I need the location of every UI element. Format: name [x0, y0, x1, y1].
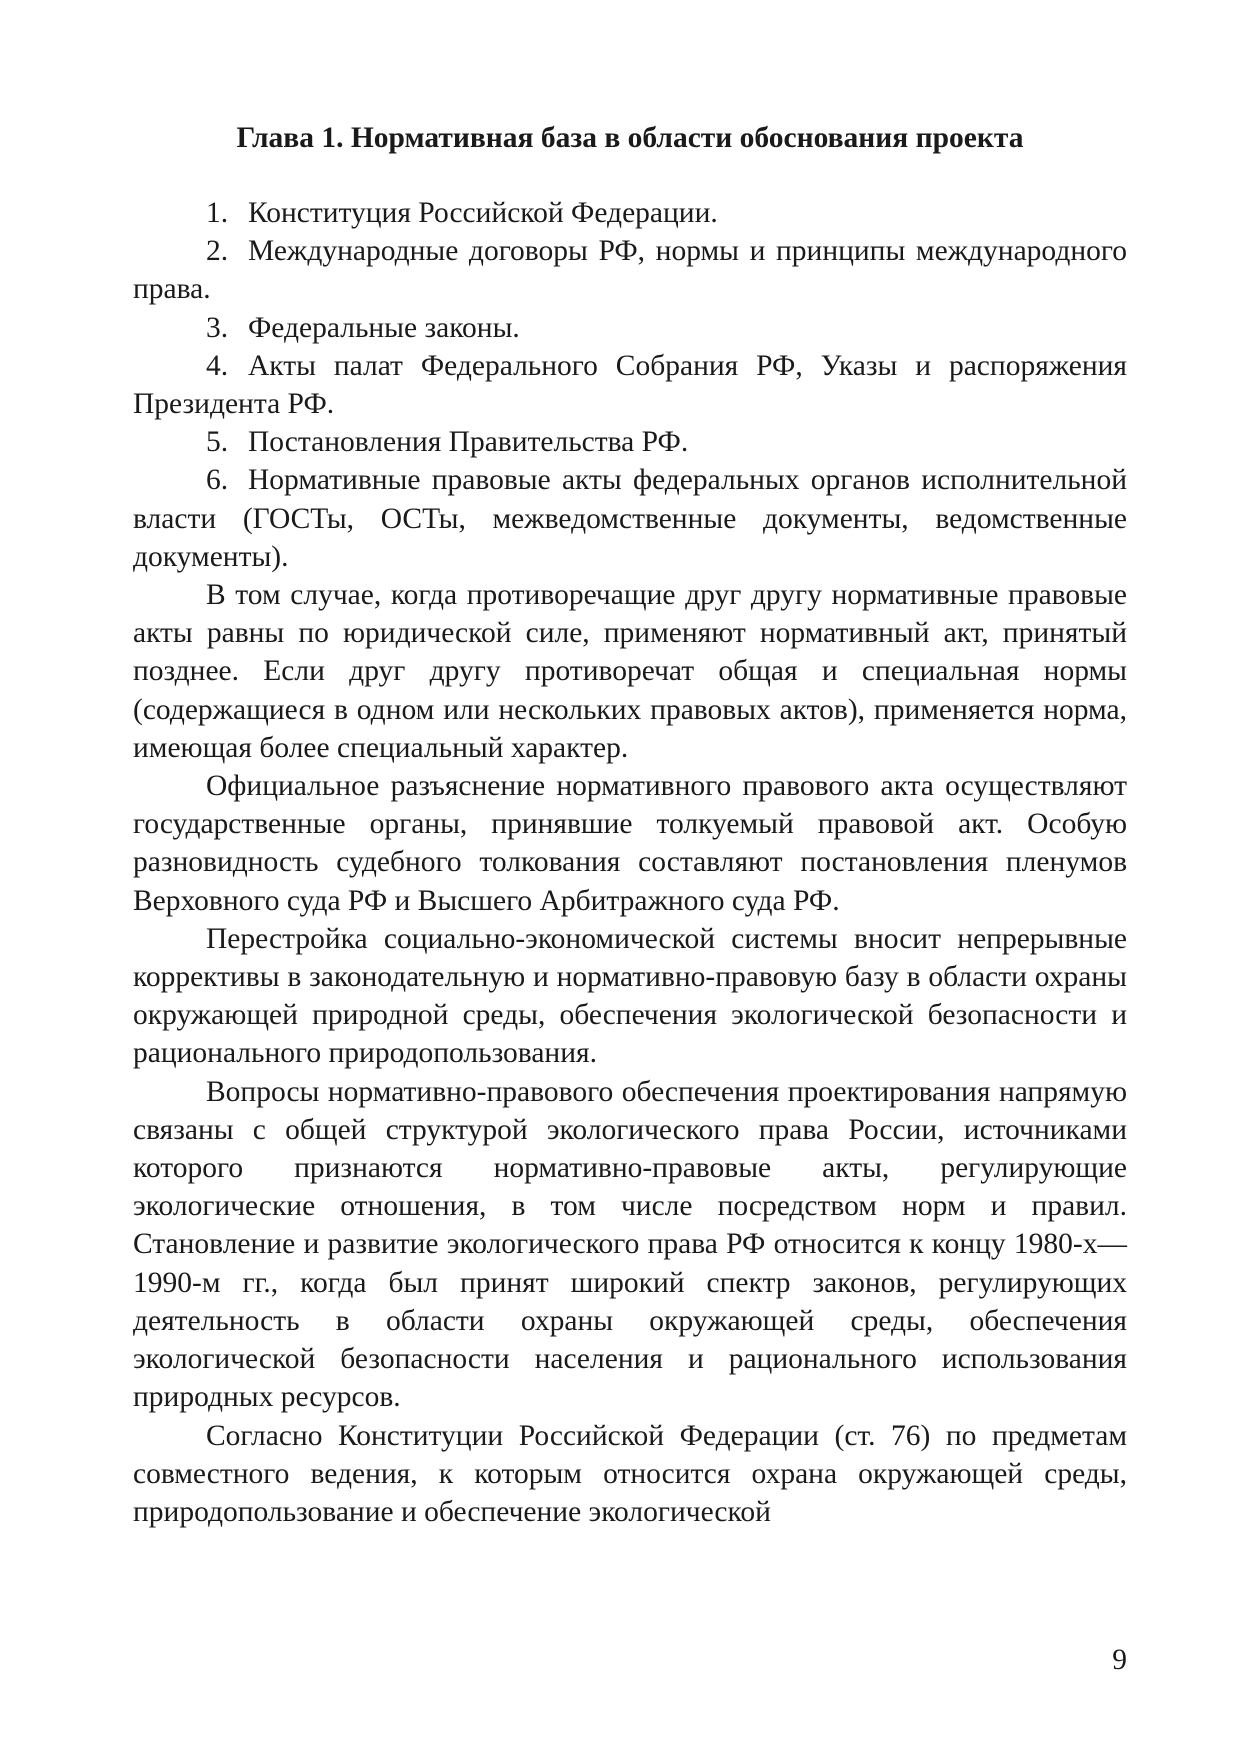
paragraph-official-interpretation: Официальное разъяснение нормативного правового акта осуществляют государственные органы, принявшие толкуемый правовой акт. Особую разновидность судебного толкования составляют постановления пленумов Верховного суда РФ и Высшего Арбитражного суда РФ.	[133, 770, 1127, 917]
list-item-number: 6.	[206, 464, 229, 497]
paragraph-regulatory-support: Вопросы нормативно-правового обеспечения проектирования напрямую связаны с общей структурой экологического права России, источниками которого признаются нормативно-правовые акты, регулирующие экологические отношения, в том числе посредством норм и правил. Становление и развитие экологического права РФ относится к концу 1980-х— 1990-м гг., когда был принят широкий спектр законов, регулирующих деятельность в области охраны окружающей среды, обеспечения экологической безопасности населения и рационального использования природных ресурсов.	[133, 1075, 1127, 1414]
chapter-title: Глава 1. Нормативная база в области обоснования проекта	[236, 122, 1024, 154]
list-item-text: Постановления Правительства РФ.	[248, 426, 689, 459]
document-body	[133, 194, 1127, 1531]
list-item-text: Федеральные законы.	[248, 311, 520, 344]
list-item-number: 3.	[206, 311, 229, 344]
list-item-number: 5.	[206, 426, 229, 459]
list-item	[133, 232, 1127, 308]
list-item-number: 2.	[206, 235, 229, 268]
list-item	[133, 309, 1127, 347]
list-item	[133, 194, 1127, 232]
list-item	[133, 423, 1127, 461]
list-item-text: Нормативные правовые акты федеральных органов исполнительной власти (ГОСТы, ОСТы, межведомственные документы, ведомственные документы).	[133, 464, 1127, 573]
list-item	[133, 347, 1127, 423]
document-page	[133, 0, 1127, 1754]
list-item-number: 1.	[206, 197, 229, 229]
paragraph-constitution: Согласно Конституции Российской Федерации (ст. 76) по предметам совместного ведения, к которым относится охрана окружающей среды, природопользование и обеспечение экологической	[133, 1419, 1127, 1528]
list-item-text: Акты палат Федерального Собрания РФ, Указы и распоряжения Президента РФ.	[133, 349, 1127, 421]
list-item-text: Конституция Российской Федерации.	[248, 197, 718, 229]
paragraph-restructuring: Перестройка социально-экономической системы вносит непрерывные коррективы в законодательную и нормативно-правовую базу в области охраны окружающей природной среды, обеспечения экологической безопасности и рационального природопользования.	[133, 922, 1127, 1070]
paragraph-conflicting-acts: В том случае, когда противоречащие друг другу нормативные правовые акты равны по юридической силе, применяют нормативный акт, принятый позднее. Если друг другу противоречат общая и специальная нормы (содержащиеся в одном или нескольких правовых актов), применяется норма, имеющая более специальный характер.	[133, 579, 1127, 764]
page-number: 9	[1112, 1644, 1127, 1676]
list-item	[133, 461, 1127, 576]
list-item-number: 4.	[206, 349, 229, 382]
list-item-text: Международные договоры РФ, нормы и принципы международного права.	[133, 235, 1127, 306]
